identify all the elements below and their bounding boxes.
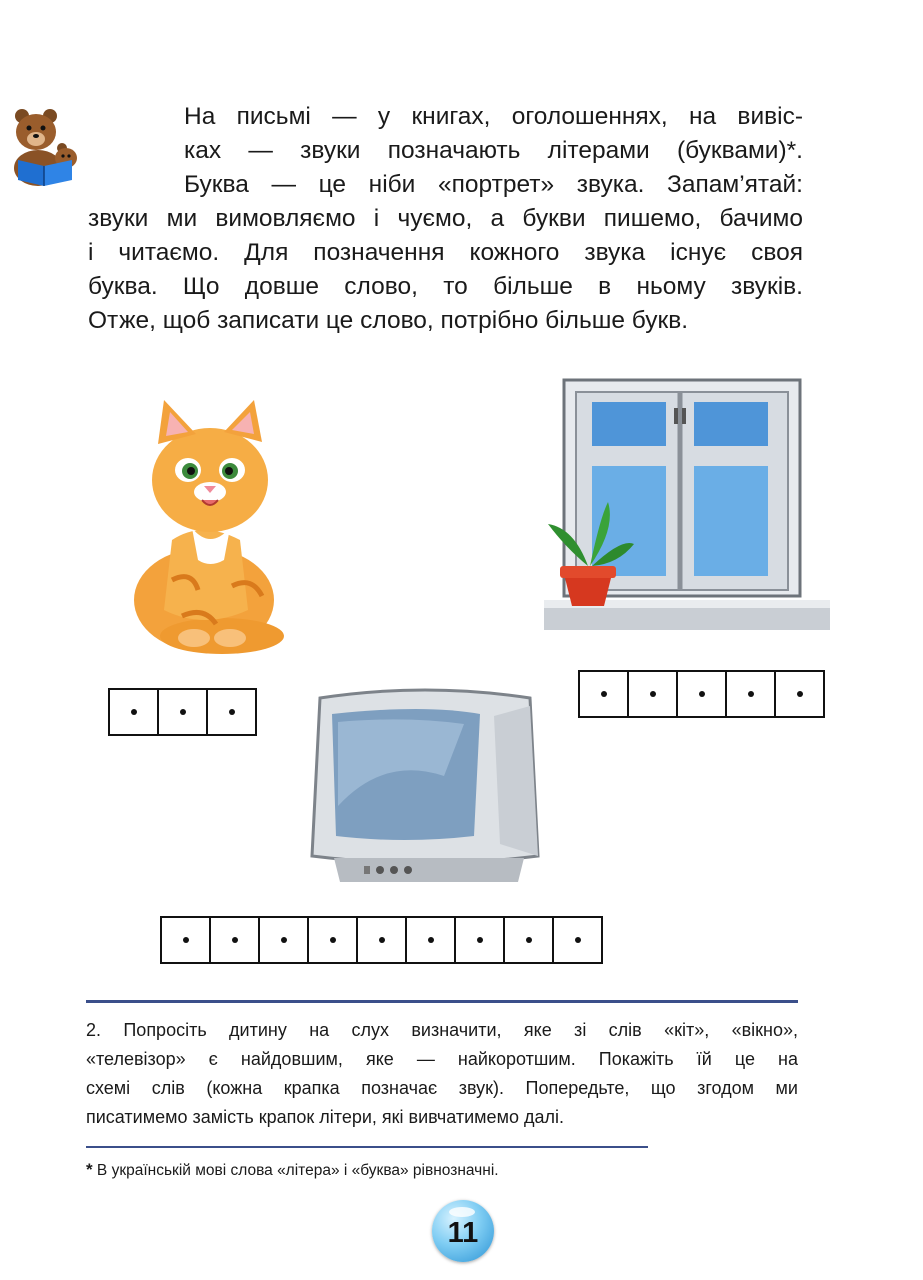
sound-cell: [209, 916, 260, 964]
section-divider: [86, 1000, 798, 1003]
sound-dot: [575, 937, 581, 943]
footnote-mark: *: [86, 1160, 93, 1179]
page-number: 11: [447, 1216, 479, 1249]
television-illustration: [304, 686, 546, 886]
sound-dot: [183, 937, 189, 943]
intro-line: Буква — це ніби «портрет» звука. Запам’ятай:: [184, 171, 803, 198]
sound-cell: [725, 670, 776, 718]
sound-dot: [281, 937, 287, 943]
sound-dot: [180, 709, 186, 715]
sound-dot: [699, 691, 705, 697]
footnote-text: В українській мові слова «літера» і «буква» рівнозначні.: [92, 1162, 499, 1179]
instruction-line: схемі слів (кожна крапка позначає звук). Попередьте, що згодом ми: [86, 1078, 798, 1098]
sound-dot: [650, 691, 656, 697]
sound-cell: [454, 916, 505, 964]
sound-cell: [578, 670, 629, 718]
word-scheme-vikno: [578, 670, 825, 718]
sound-cell: [774, 670, 825, 718]
sound-cell: [552, 916, 603, 964]
intro-line: ках — звуки позначають літерами (буквами)*.: [184, 137, 803, 164]
intro-line: і читаємо. Для позначення кожного звука існує своя: [88, 239, 803, 266]
sound-dot: [797, 691, 803, 697]
instruction-line: писатимемо замість крапок літери, які вивчатимемо далі.: [86, 1107, 564, 1127]
sound-cell: [206, 688, 257, 736]
sound-cell: [356, 916, 407, 964]
sound-dot: [330, 937, 336, 943]
sound-dot: [232, 937, 238, 943]
sound-cell: [307, 916, 358, 964]
intro-paragraph: [88, 100, 803, 338]
bear-reading-icon: [8, 104, 80, 188]
sound-cell: [627, 670, 678, 718]
intro-line: Отже, щоб записати це слово, потрібно більше букв.: [88, 307, 689, 334]
word-scheme-kit: [108, 688, 257, 736]
instruction-line: 2. Попросіть дитину на слух визначити, яке зі слів «кіт», «вікно»,: [86, 1020, 798, 1040]
sound-cell: [157, 688, 208, 736]
sound-cell: [258, 916, 309, 964]
intro-line: звуки ми вимовляємо і чуємо, а букви пишемо, бачимо: [88, 205, 803, 232]
instruction-line: «телевізор» є найдовшим, яке — найкоротшим. Покажіть їй це на: [86, 1049, 798, 1069]
kitten-illustration: [112, 400, 292, 660]
sound-cell: [405, 916, 456, 964]
sound-cell: [160, 916, 211, 964]
sound-cell: [503, 916, 554, 964]
footnote: [86, 1160, 499, 1180]
badge-shine: [449, 1207, 475, 1217]
word-scheme-televizor: [160, 916, 603, 964]
parent-instruction: [86, 1016, 798, 1132]
sound-dot: [131, 709, 137, 715]
sound-dot: [748, 691, 754, 697]
sound-cell: [108, 688, 159, 736]
sound-dot: [428, 937, 434, 943]
page-number-badge: [432, 1200, 494, 1262]
window-illustration: [544, 378, 830, 640]
sound-dot: [379, 937, 385, 943]
footnote-divider: [86, 1146, 648, 1148]
sound-dot: [229, 709, 235, 715]
sound-cell: [676, 670, 727, 718]
intro-line: На письмі — у книгах, оголошеннях, на вивіс-: [184, 103, 803, 130]
intro-line: буква. Що довше слово, то більше в ньому звуків.: [88, 273, 803, 300]
sound-dot: [477, 937, 483, 943]
sound-dot: [526, 937, 532, 943]
sound-dot: [601, 691, 607, 697]
